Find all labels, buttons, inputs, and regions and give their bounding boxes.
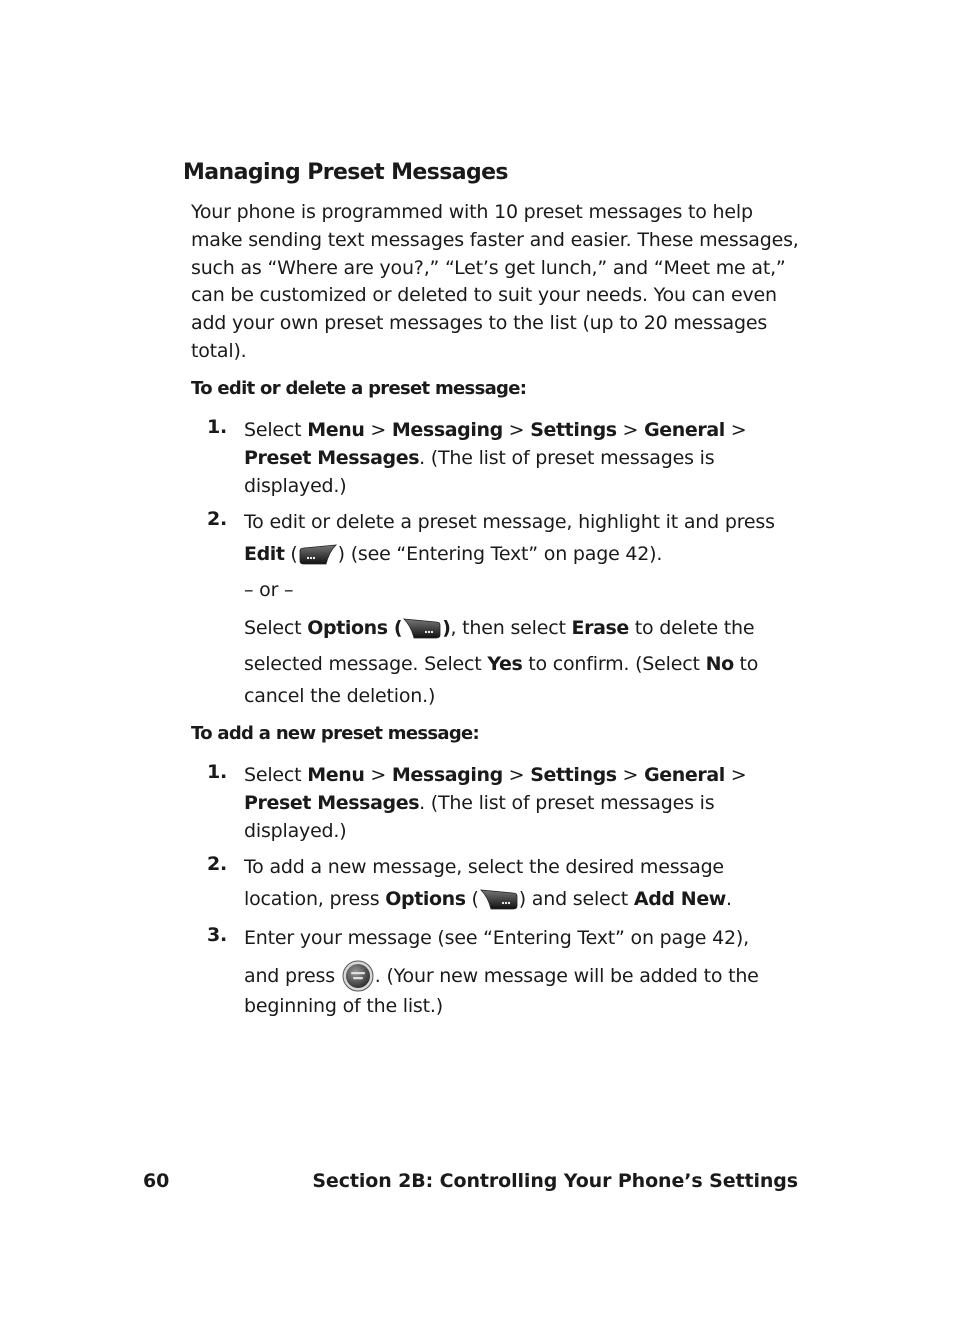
step-line: Select Menu > Messaging > Settings > General > [244, 419, 747, 441]
step-line: Preset Messages. (The list of preset messages is [244, 792, 715, 814]
or-separator: – or – [244, 579, 294, 601]
intro-paragraph [191, 199, 799, 366]
intro-line: Your phone is programmed with 10 preset messages to help [191, 201, 753, 223]
step-line: location, press Options ( ) and select Add New. [244, 888, 732, 910]
page-title: Managing Preset Messages [183, 160, 508, 185]
right-softkey-icon [480, 889, 518, 911]
step-number: 2. [207, 853, 228, 875]
intro-line: such as “Where are you?,” “Let’s get lunch,” and “Meet me at,” [191, 256, 786, 279]
step-number: 2. [207, 508, 228, 530]
step-number: 1. [207, 761, 228, 783]
page-number: 60 [143, 1170, 170, 1192]
step-line: Enter your message (see “Entering Text” on page 42), [244, 927, 749, 949]
step-line: cancel the deletion.) [244, 685, 436, 707]
intro-line: make sending text messages faster and easier. These messages, [191, 228, 799, 251]
intro-line: total). [191, 339, 247, 362]
intro-line: add your own preset messages to the list (up to 20 messages [191, 312, 768, 335]
intro-line: can be customized or deleted to suit your needs. You can even [191, 284, 777, 307]
step-line: displayed.) [244, 820, 347, 842]
section-footer: Section 2B: Controlling Your Phone’s Settings [312, 1170, 798, 1192]
right-softkey-icon [403, 618, 441, 640]
left-softkey-icon [299, 544, 337, 566]
step-line: Select Options ( ), then select Erase to delete the [244, 617, 755, 639]
step-line: and press . (Your new message will be added to the [244, 960, 789, 992]
step-number: 1. [207, 416, 228, 438]
step-line: To add a new message, select the desired message [244, 856, 724, 878]
step-line: To edit or delete a preset message, highlight it and press [244, 511, 775, 533]
edit-subhead: To edit or delete a preset message: [191, 378, 527, 399]
step-line: Preset Messages. (The list of preset messages is [244, 447, 715, 469]
step-line: displayed.) [244, 475, 347, 497]
step-line: selected message. Select Yes to confirm. (Select No to [244, 653, 759, 675]
add-subhead: To add a new preset message: [191, 723, 480, 744]
step-line: Select Menu > Messaging > Settings > General > [244, 764, 747, 786]
step-number: 3. [207, 924, 228, 946]
step-line: beginning of the list.) [244, 995, 443, 1017]
menu-ok-button-icon [342, 960, 374, 992]
step-line: Edit ( ) (see “Entering Text” on page 42). [244, 543, 663, 565]
